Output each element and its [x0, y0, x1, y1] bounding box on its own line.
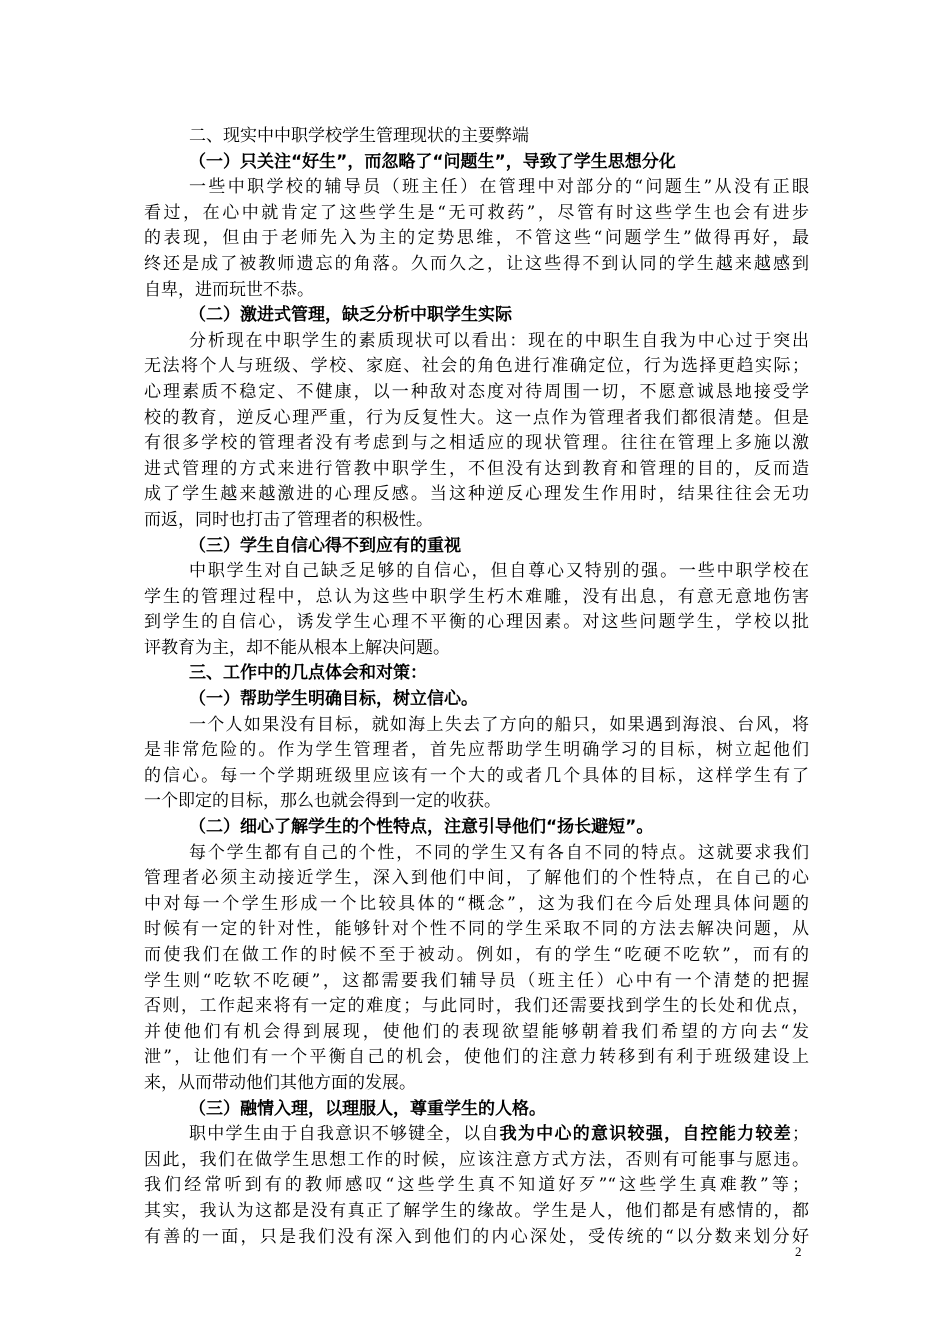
text-line: 进式管理的方式来进行管教中职学生，不但没有达到教育和管理的目的，反而造 [144, 458, 809, 479]
text-line: 有善的一面，只是我们没有深入到他们的内心深处，受传统的“以分数来划分好 [144, 1226, 809, 1247]
text-line: 泄”，让他们有一个平衡自己的机会，使他们的注意力转移到有利于班级建设上 [144, 1047, 809, 1068]
text-line: 并使他们有机会得到展现，使他们的表现欲望能够朝着我们希望的方向去“发 [144, 1021, 809, 1042]
text-line: 中对每一个学生形成一个比较具体的“概念”，这为我们在今后处理具体问题的 [144, 893, 809, 914]
text-line: 看过，在心中就肯定了这些学生是“无可救药”，尽管有时这些学生也会有进步 [144, 202, 809, 223]
text-line: 二、现实中中职学校学生管理现状的主要弊端 [189, 126, 529, 146]
section-heading: （一）只关注“好生”，而忽略了“问题生”，导致了学生思想分化 [189, 151, 676, 172]
text-line: 终还是成了被教师遗忘的角落。久而久之，让这些得不到认同的学生越来越感到 [144, 253, 809, 274]
text-line: 而返，同时也打击了管理者的积极性。 [144, 509, 433, 530]
text-line: 否则，工作起来将有一定的难度；与此同时，我们还需要找到学生的长处和优点， [144, 996, 809, 1017]
text-line: 成了学生越来越激进的心理反感。当这种逆反心理发生作用时，结果往往会无功 [144, 484, 809, 505]
section-heading: （二）细心了解学生的个性特点，注意引导他们“扬长避短”。 [189, 817, 654, 838]
text-line: 其实，我认为这都是没有真正了解学生的缘故。学生是人，他们都是有感情的，都 [144, 1200, 809, 1221]
text-line [144, 1122, 809, 1148]
text-line: 自卑，进而玩世不恭。 [144, 279, 314, 300]
text-line: 评教育为主，却不能从根本上解决问题。 [144, 637, 450, 658]
text-line: 分析现在中职学生的素质现状可以看出：现在的中职生自我为中心过于突出 [189, 330, 809, 351]
text-segment: 职中学生由于自我意识不够键全，以自 [189, 1124, 500, 1145]
text-line: 无法将个人与班级、学校、家庭、社会的角色进行准确定位，行为选择更趋实际； [144, 356, 809, 377]
text-line: 中职学生对自己缺乏足够的自信心，但自尊心又特别的强。一些中职学校在 [189, 561, 809, 582]
text-line: 学生的管理过程中，总认为这些中职学生朽木难雕，没有出息，有意无意地伤害 [144, 586, 809, 607]
text-line: 我们经常听到有的教师感叹“这些学生真不知道好歹”“这些学生真难教”等； [144, 1175, 809, 1196]
section-heading: 三、工作中的几点体会和对策： [189, 663, 427, 684]
section-heading: （三）融情入理，以理服人，尊重学生的人格。 [189, 1098, 546, 1119]
text-line: 心理素质不稳定、不健康，以一种敌对态度对待周围一切，不愿意诚恳地接受学 [144, 381, 809, 402]
text-line: 来，从而带动他们其他方面的发展。 [144, 1072, 416, 1093]
text-line: 而使我们在做工作的时候不至于被动。例如，有的学生“吃硬不吃软”，而有的 [144, 945, 809, 965]
text-line: 到学生的自信心，诱发学生心理不平衡的心理因素。对这些问题学生，学校以批 [144, 612, 809, 633]
text-line: 每个学生都有自己的个性，不同的学生又有各自不同的特点。这就要求我们 [189, 842, 809, 863]
text-line: 是非常危险的。作为学生管理者，首先应帮助学生明确学习的目标，树立起他们 [144, 740, 809, 761]
section-heading: （二）激进式管理，缺乏分析中职学生实际 [189, 305, 512, 326]
text-line: 管理者必须主动接近学生，深入到他们中间，了解他们的个性特点，在自己的心 [144, 868, 809, 889]
text-line: 的信心。每一个学期班级里应该有一个大的或者几个具体的目标，这样学生有了 [144, 765, 809, 786]
text-segment: ； [792, 1124, 809, 1145]
text-line: 一个人如果没有目标，就如海上失去了方向的船只，如果遇到海浪、台风，将 [189, 714, 809, 735]
document-body [144, 124, 809, 1250]
text-line: 一个即定的目标，那么也就会得到一定的收获。 [144, 791, 501, 812]
page-number: 2 [795, 1244, 802, 1259]
text-line: 因此，我们在做学生思想工作的时候，应该注意方式方法，否则有可能事与愿违。 [144, 1149, 809, 1170]
text-line: 的表现，但由于老师先入为主的定势思维，不管这些“问题学生”做得再好，最 [144, 228, 809, 249]
text-line: 学生则“吃软不吃硬”，这都需要我们辅导员（班主任）心中有一个清楚的把握 [144, 970, 809, 991]
section-heading: （一）帮助学生明确目标，树立信心。 [189, 689, 478, 710]
text-line: 有很多学校的管理者没有考虑到与之相适应的现状管理。往往在管理上多施以激 [144, 433, 809, 454]
text-segment: 我为中心的意识较强，自控能力较差 [499, 1124, 793, 1145]
text-line: 时候有一定的针对性，能够针对个性不同的学生采取不同的方法去解决问题，从 [144, 919, 809, 940]
text-line: 一些中职学校的辅导员（班主任）在管理中对部分的“问题生”从没有正眼 [189, 177, 809, 198]
text-line: 校的教育，逆反心理严重，行为反复性大。这一点作为管理者我们都很清楚。但是 [144, 407, 809, 428]
section-heading: （三）学生自信心得不到应有的重视 [189, 535, 461, 556]
